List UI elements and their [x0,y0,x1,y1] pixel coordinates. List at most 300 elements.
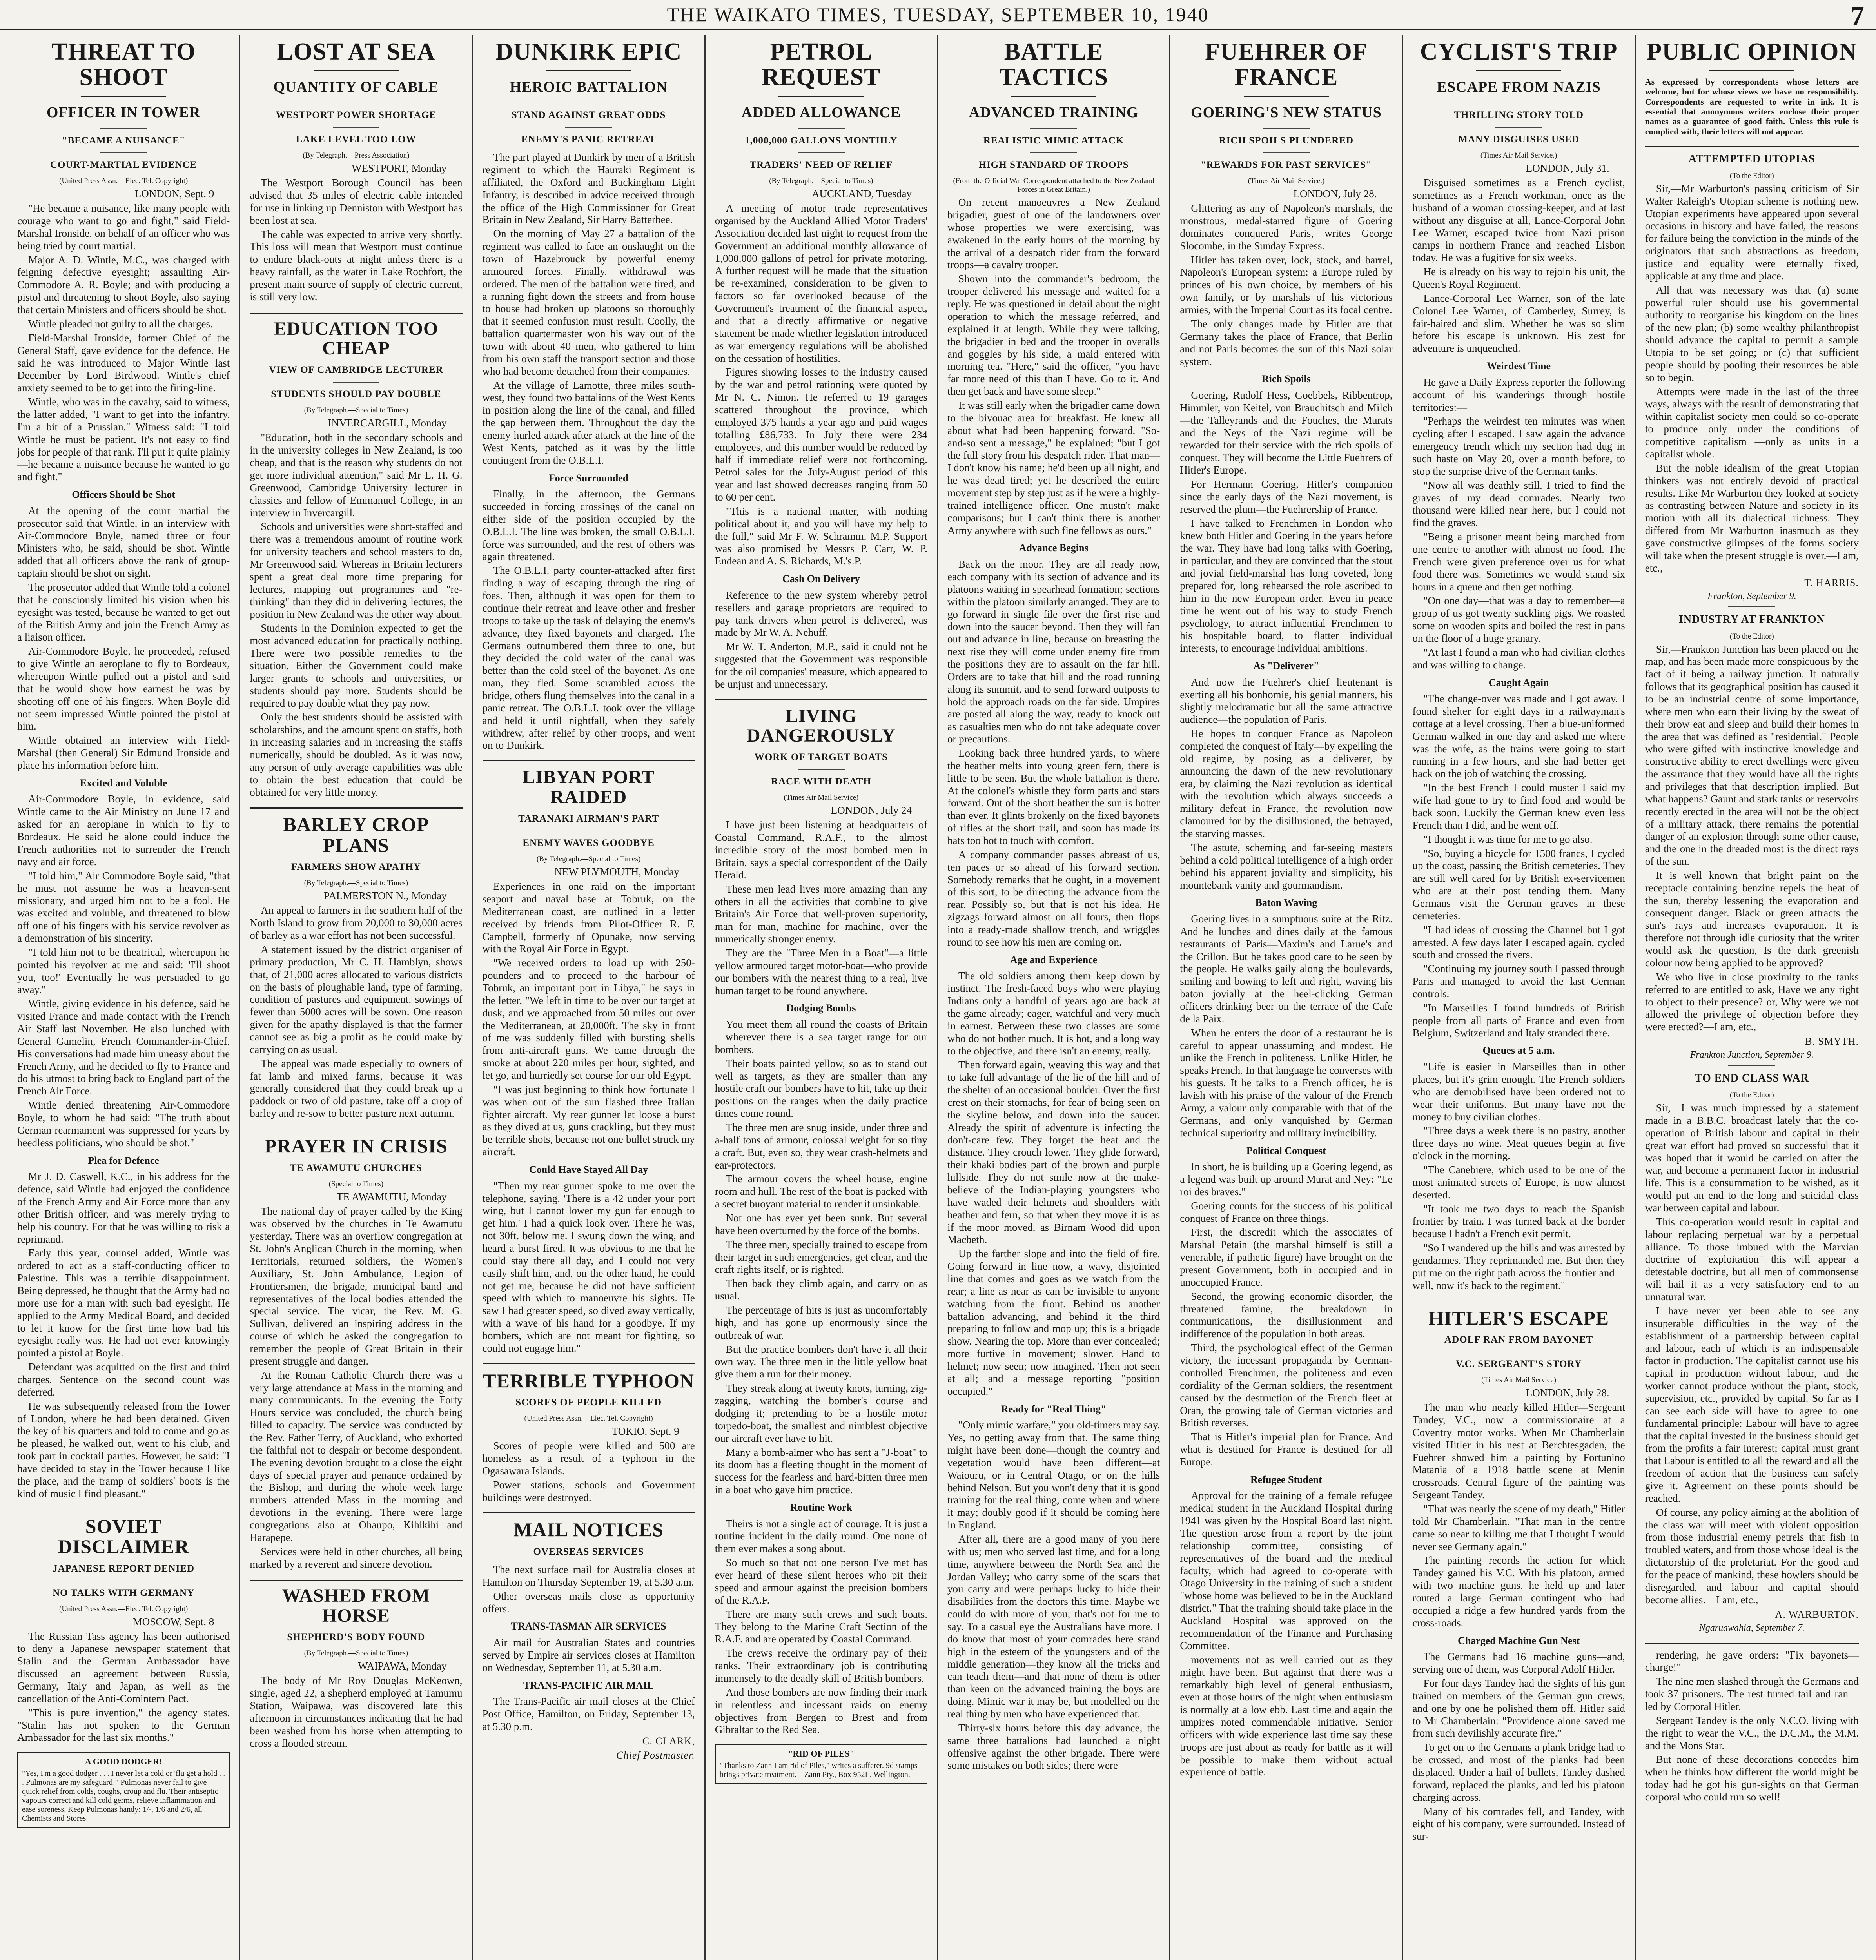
paragraph: The old soldiers among them keep down by instinct. The fresh-faced boys who were playing Indians only a handful of years ago are back at the game already; eager, watchful and very much in earnest. Between these two classes are some who do not bother much. It is hot, and a long way to the objective, and there isn't an enemy, really. [947,970,1160,1057]
paragraph: "I thought it was time for me to go also. [1423,833,1593,845]
paragraph: "I told him not to be theatrical, whereupon he pointed his revolver at me and said: 'I'll shoot you, too!' Eventually he was persuaded to go away." [17,946,230,996]
story-divider [250,807,462,809]
story-body [483,1440,695,1504]
section-subhead: Baton Waving [1255,897,1317,909]
letter-signature: B. SMYTH. [1805,1036,1859,1047]
paragraph: The three men, specially trained to escape from their target in such emergencies, get clear, and the craft rights itself, or is righted. [715,1238,927,1276]
paragraph: I have never yet been able to see any insuperable difficulties in the way of the establishment of a partnership between capital and labour, each of which is an indispensable factor in production. The capitalist cannot use his capital in production without labour, and the worker cannot produce without the plant, stock, supervision, etc., provided by capital. So far as I can see each side will have to agree to one fundamental principle: Labour will have to agree that the capital invested in the business should get from the profits a fair interest; capital must grant that Labour is entitled to all the reward and all the freedom of action that the business can safely give it. Agreement on these points should be reached. [1645,1305,1859,1504]
paragraph: movements not as well carried out as they might have been. But against that there was a remarkably high level of general enthusiasm, even at those hours of the night when enthusiasm is normally at a low ebb. Last time and again the umpires noted commendable initiative. Senior officers with wide experience last time say these troops are just about as ready for battle as it will be possible to make them without actual experience of battle. [1180,1653,1393,1778]
story-body [483,880,695,1355]
divider [1728,606,1775,607]
story-body [1180,202,1392,1779]
paragraph: So much so that not one person I've met has ever heard of these silent heroes who pit their speed and armour against the precision bombers of the R.A.F. [715,1557,927,1606]
paragraph: Hitler has taken over, lock, stock, and barrel, Napoleon's European system: a Europe ruled by princes of his own choice, by members of his own family, or by marshals of his victorious armies, with the Imperial Court as its focal centre. [1180,254,1393,316]
paragraph: The Westport Borough Council has been advised that 35 miles of electric cable intended for use in linking up Denniston with Westport has been lost at sea. [250,177,463,226]
divider [333,127,379,128]
paragraph: A statement issued by the district organiser of primary production, Mr C. H. Hamblyn, shows that, of 21,000 acres allocated to various districts on the basis of ploughable land, type of farming, condition of pastures and equipment, sowings of fewer than 5000 acres will be sown. One reason given for the apathy displayed is that the farmer cannot see as big a profit as he could make by carrying on as usual. [250,943,463,1055]
column-4 [706,35,938,1960]
wire-credit: (Times Air Mail Service) [784,793,859,802]
signature: C. CLARK, [642,1735,695,1747]
paragraph: Back on the moor. They are all ready now, each company with its section of advance and its platoons waiting in spearhead formation; sections within the platoon similarly arranged. They are to go forward in single file over the first rise and down into the saucer beyond. Then they will fan out and advance in line, because on breasting the next rise they will come under enemy fire from the positions they are to assault on the far hill. Orders are to take that hill and the road running along its summit, and to send forward outposts to hold the approach roads on the far side. Umpires are posted all along the way, ready to knock out as casualties men who do not take adequate cover or precautions. [947,558,1160,745]
paragraph: Theirs is not a single act of courage. It is just a routine incident in the daily round. One none of them ever makes a song about. [715,1517,927,1555]
section-subhead: Charged Machine Gun Nest [1457,1635,1580,1646]
story-body [250,1205,462,1571]
paragraph: The appeal was made especially to owners of fat lamb and mixed farms, because it was generally considered that they could break up a paddock or two of old pasture, take off a crop of barley and re-sow to better pasture next autumn. [250,1057,463,1120]
story-divider [483,1363,695,1365]
paragraph: The painting records the action for which Tandey gained his V.C. With his platoon, armed with two machine guns, he held up and later routed a large German contingent who had occupied a ridge a few hundred yards from the cross-roads. [1412,1554,1625,1629]
story-body [947,196,1160,1772]
paragraph: That is Hitler's imperial plan for France. And what is destined for France is destined for all Europe. [1180,1431,1393,1468]
paragraph: He gave a Daily Express reporter the following account of his wanderings through hostile territories:— [1412,376,1625,413]
story-subhead: TRADERS' NEED OF RELIEF [749,160,893,171]
wire-credit: (By Telegraph.—Press Association) [303,151,410,160]
divider [1728,1065,1775,1066]
paragraph: Sir,—Mr Warburton's passing criticism of Sir Walter Raleigh's Utopian scheme is nothing new. Utopian experiments have appeared upon several occasions in history and have failed, the reasons for failure being the conviction in the minds of the originators that such abstractions as freedom, justice and equality were eternally fixed, applicable at any time and place. [1645,182,1859,282]
story-subhead: TE AWAMUTU CHURCHES [290,1162,422,1173]
paragraph: He hopes to conquer France as Napoleon completed the conquest of Italy—by expelling the old regime, by posing as a deliverer, by announcing the dawn of the new revolutionary era, by claiming the Nazi revolution as identical with the revolution which always succeeds a military defeat in France, the revolution now clamoured for by the disillusioned, the betrayed, the starving masses. [1180,728,1393,840]
column-3 [473,35,706,1960]
divider [81,96,166,97]
paragraph: Schools and universities were short-staffed and there was a tremendous amount of routine work for university teachers and school masters to do, Mr Greenwood said. Whereas in Britain lecturers spent a great deal more time preparing for lectures, mapping out programmes and "re-thinking" than they did in delivering lectures, the position in New Zealand was the other way about. [250,521,463,620]
dateline: LONDON, July 24 [831,804,912,817]
wire-credit: (By Telegraph.—Special to Times) [536,855,641,864]
paragraph: Field-Marshal Ironside, former Chief of the General Staff, gave evidence for the defence. He said he was introduced to Major Wintle last December by Lord Birdwood. Wintle's chief anxiety seemed to be to get into the firing-line. [17,332,230,394]
paragraph: For Hermann Goering, Hitler's companion since the early days of the Nazi movement, is reserved the plum—the Fuehrership of France. [1180,478,1393,515]
story-subhead: STAND AGAINST GREAT ODDS [511,110,666,121]
paragraph: A meeting of motor trade representatives organised by the Auckland Allied Motor Traders' Association decided last night to request from the Government an additional monthly allowance of 1,000,000 gallons of petrol for private motoring. A further request will be made that the situation be re-examined, consideration to be given to factors so far overlooked because of the Government's treatment of the financial aspect, and that a directly affirmative or negative statement be made whether legislation introduced as war emergency regulations will be abolished on the cessation of hostilities. [715,202,927,364]
paragraph: The part played at Dunkirk by men of a British regiment to which the Hauraki Regiment is affiliated, the Oxford and Buckingham Light Infantry, is described in advice received through the office of the High Commissioner for Great Britain in New Zealand, Sir Harry Batterbee. [482,151,695,226]
story-divider [250,1129,462,1130]
story-headline: HITLER'S ESCAPE [1428,1307,1609,1329]
dateline: TOKIO, Sept. 9 [611,1425,679,1437]
story-body [715,202,927,690]
story-body [250,432,462,799]
signature-title: Chief Postmaster. [616,1749,695,1761]
section-subhead: As "Deliverer" [1253,660,1319,672]
story-subhead: VIEW OF CAMBRIDGE LECTURER [269,365,443,376]
paragraph: "Only mimic warfare," you old-timers may say. Yes, no getting away from that. The same thing might have been done—though the country and vegetation would have been different—at Waiouru, or in Central Otago, or on the hills behind Nelson. But you won't deny that it is good training for the real thing, come when and where it may; doubly good if it should be coming here in England. [947,1419,1160,1531]
paragraph: The percentage of hits is just as uncomfortably high, and has gone up enormously since the outbreak of war. [715,1304,927,1341]
advert-text: "Yes, I'm a good dodger . . . I never let a cold or 'flu get a hold . . . Pulmonas are my safeguard!" Pulmonas never fail to give quick relief from colds, coughs, croup and flu. Their antiseptic vapours correct and kill cold germs, relieve inflammation and ease soreness. Keep Pulmonas handy: 1/-, 1/6 and 2/6, all Chemists and Stores. [22,1769,225,1823]
dateline: TE AWAMUTU, Monday [336,1191,447,1203]
story-subhead: MANY DISGUISES USED [1458,134,1579,145]
paragraph: Wintle pleaded not guilty to all the charges. [28,318,213,330]
section-subhead: Age and Experience [1010,954,1098,965]
column-8 [1636,35,1868,1960]
divider [798,128,844,129]
story-subhead: STUDENTS SHOULD PAY DOUBLE [271,389,441,400]
paragraph: "That was nearly the scene of my death," Hitler told Mr Chamberlain. "That man in the centre came so near to killing me that I thought I would never see Germany again." [1412,1503,1625,1552]
story-subhead: OVERSEAS SERVICES [533,1546,644,1557]
paragraph: On the morning of May 27 a battalion of the regiment was called to face an onslaught on the town of Hazebrouck by powerful enemy armoured forces. Finally, withdrawal was ordered. The men of the battalion were tired, and a running fight down the streets and from house to house had broken up platoons so thoroughly that it seemed confusion must result. Coolly, the battalion quartermaster won his way out of the town with about 40 men, who gathered to him from his own staff the transport section and those who had become detached from their companies. [482,228,695,377]
paragraph: Wintle, giving evidence in his defence, said he visited France and made contact with the French Air Staff last November. He also lunched with General Gamelin, French Commander-in-Chief. His conversations had made him uneasy about the French Army, and he decided to fly to France and do his utmost to bring back to England part of the French Air Force. [17,998,230,1097]
paragraph: This co-operation would result in capital and labour replacing perpetual war by a perpetual alliance. To those imbued with the Marxian doctrine of "exploitation" this will appear a detestable doctrine, but all men of commonsense will hail it as a very satisfactory end to an unnatural war. [1645,1216,1859,1303]
divider [778,96,864,97]
newspaper-title: THE WAIKATO TIMES, TUESDAY, SEPTEMBER 10, 1940 [667,4,1209,25]
wire-credit: (United Press Assn.—Elec. Tel. Copyright) [524,1414,653,1423]
paragraph: "So, buying a bicycle for 1500 francs, I cycled up the coast, passing the British cemeteries. They are still well cared for by British ex-servicemen who are at their post tending them. Many Germans visit the German graves in these cemeteries. [1412,847,1625,922]
story-subhead: COURT-MARTIAL EVIDENCE [50,160,197,171]
paragraph: "He became a nuisance, like many people with courage who want to go and fight," said Field-Marshal Ironside, on behalf of an officer who was being tried by court martial. [17,202,230,252]
story-divider [483,1512,695,1514]
advert-text: "Thanks to Zann I am rid of Piles," writes a sufferer. 9d stamps brings private treatment.—Zann Pty., Box 952L, Wellington. [719,1761,918,1779]
paragraph: "Three days a week there is no pastry, another three days no wine. Meat queues begin at five o'clock in the morning. [1412,1125,1625,1162]
story-subhead: THRILLING STORY TOLD [1454,110,1584,121]
story-body [483,1564,695,1733]
paragraph: Mr J. D. Caswell, K.C., in his address for the defence, said Wintle had enjoyed the confidence of the French Army and Air Force more than any other British officer, and was merely trying to help his country. For that he was willing to risk a reprimand. [17,1171,230,1245]
paragraph: "I told him," Air Commodore Boyle said, "that he must not assume he was a heaven-sent missionary, and urged him not to be a fool. He was excited and voluble, and threatened to blow off one of his fingers with his service revolver as a demonstration of his sincerity. [17,869,230,944]
letter-place: Frankton, September 9. [1707,591,1796,601]
story-subhead: RACE WITH DEATH [771,776,871,787]
story-headline: LOST AT SEA [277,38,435,65]
section-headline: PUBLIC OPINION [1647,38,1857,65]
paragraph: Reference to the new system whereby petrol resellers and garage proprietors are required to pay tank drivers when petrol is delivered, was made by Mr W. A. Nehuff. [715,589,927,639]
paragraph: But none of these decorations concedes him when he thinks how different the world might be today had he got his gun-sights on that German corporal who could run so well! [1645,1753,1859,1803]
paragraph: To get on to the Germans a plank bridge had to be crossed, and most of the planks had been displaced. Under a hail of bullets, Tandey dashed forward, replaced the planks, and led his platoon charging across. [1412,1741,1625,1803]
paragraph: First, the discredit which the associates of Marshal Petain (the marshal himself is still a venerable, if pathetic figure) have brought on the present Government, both in occupied and in unoccupied France. [1180,1226,1393,1288]
divider [100,128,147,129]
story-headline: PRAYER IN CRISIS [264,1135,448,1157]
paragraph: Their boats painted yellow, so as to stand out well as targets, as they are smaller than any hostile craft our bombers have to hit, take up their positions on the ranges when the daily practice times come round. [715,1057,927,1120]
paragraph: "I had ideas of crossing the Channel but I got arrested. A few days later I escaped again, cycled south and crossed the rivers. [1412,924,1625,961]
paragraph: But the noble idealism of the great Utopian thinkers was not entirely devoid of practical results. Like Mr Warburton they looked at society as contrasting between Nature and society in its motion with all its dialectical richness. They differed from Mr Warburton inasmuch as they gave constructive glimpses of the forms society will take when the present struggle is over.—I am, etc., [1645,462,1859,574]
advert-title: A GOOD DODGER! [85,1757,162,1767]
paragraph: Then back they climb again, and carry on as usual. [715,1278,927,1302]
section-subhead: Routine Work [790,1501,852,1513]
paragraph: "Being a prisoner meant being marched from one centre to another with almost no food. The French were given preference over us for what food there was. Sometimes we would stand six hours in a queue and then get nothing. [1412,531,1625,593]
paragraph: And now the Fuehrer's chief lieutenant is exerting all his bonhomie, his genial manners, his slightly melodramatic but all the same attractive audience—the population of Paris. [1180,676,1393,726]
column-5 [938,35,1170,1960]
letter-address: (To the Editor) [1730,171,1774,180]
paragraph: At the opening of the court martial the prosecutor said that Wintle, in an interview with Air-Commodore Boyle, named three or four Ministers who, he said, should be shot. Wintle added that all officers above the rank of group-captain should be shot on sight. [17,505,230,579]
page-number: 7 [1850,0,1864,32]
paragraph: For four days Tandey had the sights of his gun trained on members of the German gun crews, and one by one he polished them off. Hitler said to Mr Chamberlain: "Providence alone saved me from such devilishly accurate fire." [1412,1677,1625,1739]
story-deck: ADVANCED TRAINING [969,104,1139,121]
dateline: LONDON, July 31. [1526,162,1609,174]
paragraph: The man who nearly killed Hitler—Sergeant Tandey, V.C., now a commissionaire at a Coventry motor works. When Mr Chamberlain visited Hitler in his nest at Berchtesgaden, the Fuehrer showed him a painting by Fortunino Matania of a 1918 battle scene at Menin crossroads. Central figure of the painting was Sergeant Tandey. [1412,1401,1625,1501]
advert-title: "RID OF PILES" [788,1749,855,1759]
paragraph: Scores of people were killed and 500 are homeless as a result of a typhoon in the Ogasawara Islands. [482,1440,695,1477]
wire-credit: (By Telegraph.—Special to Times) [304,1649,408,1658]
paragraph: The Trans-Pacific air mail closes at the Chief Post Office, Hamilton, on Friday, September 13, at 5.30 p.m. [482,1695,695,1733]
paragraph: "The Canebiere, which used to be one of the most animated streets of Europe, is now almost deserted. [1412,1163,1625,1201]
dateline: WAIPAWA, Monday [358,1660,447,1672]
story-deck: OFFICER IN TOWER [46,104,201,121]
paragraph: rendering, he gave orders: "Fix bayonets—charge!" [1645,1649,1859,1673]
story-divider [715,699,927,701]
story-subhead: TARANAKI AIRMAN'S PART [518,813,659,824]
story-subhead: NO TALKS WITH GERMANY [53,1587,195,1598]
story-body [17,1630,230,1744]
paragraph: "On one day—that was a day to remember—a group of us got twenty suckling pigs. We roasted some on wooden spits and boiled the rest in pans on the floor of a huge granary. [1412,595,1625,644]
paragraph: The astute, scheming and far-seeing masters behind a cold political intelligence of a high order behind his apparent joviality and simplicity, his mountebank vanity and gourmandism. [1180,841,1393,891]
divider [546,70,631,71]
wire-credit: (United Press Assn.—Elec. Tel. Copyright) [59,177,188,185]
paragraph: "Now all was deathly still. I tried to find the graves of my dead comrades. Nearly two thousand were killed near here, but I could not find the graves. [1412,479,1625,529]
paragraph: I have just been listening at headquarters of Coastal Command, R.A.F., to the almost incredible story of the most bombed men in Britain, says a special correspondent of the Daily Herald. [715,819,927,881]
paragraph: Second, the growing economic disorder, the threatened famine, the breakdown in communications, the disillusionment and indifference of the population in both areas. [1180,1290,1393,1340]
letter-address: (To the Editor) [1730,632,1774,641]
wire-credit: (Special to Times) [328,1180,384,1188]
paragraph: Attempts were made in the last of the three ways, always with the result of demonstrating that within capitalist society men could so co-operate to produce only under the conditions of competitive capitalism —only as units in a capitalist whole. [1645,385,1859,460]
divider [1263,152,1310,153]
story-divider [17,1509,230,1510]
paragraph: It is well known that bright paint on the receptacle containing benzine repels the heat of the sun, thereby lessening the evaporation and consequent danger. Black or green attracts the sun's rays and increases evaporation. It is therefore not through idle curiosity that the writer would ask the question, Is the dark greenish colour now being applied to be approved? [1645,869,1859,969]
divider [798,152,844,153]
story-headline: TERRIBLE TYPHOON [483,1369,695,1392]
letter-title: INDUSTRY AT FRANKTON [1679,613,1825,626]
divider [1476,70,1561,71]
paragraph: I have talked to Frenchmen in London who knew both Hitler and Goering in the years before the war. They have had long talks with Goering, in particular, and they are convinced that the stout and jovial field-marshal has long coveted, long prepared for, long rehearsed the role ascribed to him in the new European order. Even in peace time he went out of his way to study French psychology, to attract influential Frenchmen to his hospitable board, to flatter individual interests, to encourage individual ambitions. [1180,517,1393,654]
paragraph: Shown into the commander's bedroom, the trooper delivered his message and waited for a reply. He was questioned in detail about the night operation to which the message referred, and explained it at length. While they were talking, the brigadier in bed and the trooper in overalls and goggles by his side, a maid entered with morning tea. "Here," said the officer, "you have far more need of this than I have. Go to it. And then get back and have some sleep." [947,273,1160,397]
story-deck: ADDED ALLOWANCE [741,104,901,121]
paragraph: Goering counts for the success of his political conquest of France on three things. [1180,1200,1393,1224]
paragraph: Not one has ever yet been sunk. But several have been overturned by the force of the bombs. [715,1212,927,1236]
paragraph: And those bombers are now finding their mark in relentless and incessant raids on enemy objectives from Bergen to Brest and from Gibraltar to the Red Sea. [715,1686,927,1736]
letter-signature: A. WARBURTON. [1775,1608,1859,1620]
paragraph: Wintle obtained an interview with Field-Marshal (then General) Sir Edmund Ironside and place his information before him. [17,734,230,771]
paragraph: We who live in close proximity to the tanks referred to are entitled to ask, Have we any right to object to their presence? or, Why were we not allowed the privilege of objection before they were erected?—I am, etc., [1645,971,1859,1033]
paragraph: The next surface mail for Australia closes at Hamilton on Thursday September 19, at 5.30 a.m. [482,1563,695,1588]
wire-credit: (By Telegraph.—Special to Times) [304,879,408,887]
dateline: MOSCOW, Sept. 8 [132,1615,214,1628]
section-subhead: Rich Spoils [1261,373,1311,385]
story-headline: CYCLIST'S TRIP [1420,38,1618,65]
section-subhead: Weirdest Time [1487,360,1551,372]
story-body [17,202,230,1500]
story-headline: THREAT TO SHOOT [51,38,196,91]
paragraph: In short, he is building up a Goering legend, as a legend was built up around Murat and Ney: "Le roi des braves." [1180,1161,1393,1198]
paragraph: "In the best French I could muster I said my wife had gone to try to find food and would be back soon. Luckily the German knew even less French than I did, and he went off. [1412,782,1625,831]
paragraph: Early this year, counsel added, Wintle was ordered to act as a staff-conducting officer to Palestine. This was a terrible disappointment. Being depressed, he thought that the Army had no more use for a man with such bad eyesight. He applied to the Army Medical Board, and decided to let it know for the first time how bad his eyesight really was. He had not ever knowingly pointed a pistol at Boyle. [17,1247,230,1359]
column-7 [1403,35,1636,1960]
story-subhead: "REWARDS FOR PAST SERVICES" [1200,160,1372,171]
paragraph: "In Marseilles I found hundreds of British people from all parts of France and even from Belgium, Switzerland and Italy stranded there. [1412,1002,1625,1039]
story-subhead: V.C. SERGEANT'S STORY [1455,1359,1582,1370]
paragraph: Air-Commodore Boyle, he proceeded, refused to give Wintle an aeroplane to fly to Bordeaux, whereupon Wintle pulled out a pistol and said that he would show how earnest he was by shooting off one of his fingers. When Boyle did not seem impressed Wintle pointed the pistol at him. [17,645,230,732]
paragraph: The nine men slashed through the Germans and took 37 prisoners. The rest turned tail and ran—led by Corporal Hitler. [1645,1675,1859,1712]
newspaper-columns [8,35,1868,1960]
dateline: PALMERSTON N., Monday [323,890,447,902]
story-headline: BATTLE TACTICS [999,38,1109,91]
paragraph: "So I wandered up the hills and was arrested by gendarmes. They reprimanded me. But then they put me on the right path across the frontier and—well, now it's back to the regiment." [1412,1242,1625,1291]
paragraph: A company commander passes abreast of us, ten paces or so ahead of his forward section. Somebody remarks that he ought, in a movement of this sort, to be directing the advance from the rear. Possibly so, but that is not his idea. He zigzags forward almost on all fours, then flops into a ready-made shallow trench, and wriggles round to see how his men are coming on. [947,848,1160,948]
letter-title: ATTEMPTED UTOPIAS [1688,152,1815,165]
column-2 [240,35,473,1960]
paragraph: You meet them all round the coasts of Britain—wherever there is a sea target range for our bombers. [715,1018,927,1055]
paragraph: When he enters the door of a restaurant he is careful to appear unassuming and modest. He unlike the French in politeness. Unlike Hitler, he speaks French. In that language he converses with his guests. It he talks to a French officer, he is lavish with his praise of the valour of the French Army, a valour only comparable with that of the Germans, and only vanquished by German technical superiority and military invincibility. [1180,1027,1393,1139]
paragraph: Then forward again, weaving this way and that to take full advantage of the lie of the hill and of the shelter of an occasional boulder. Over the first crest on their stomachs, for fear of being seen on the skyline below, and down into the saucer. Already the spirit of adventure is infecting the don't-care few. They forget the heat and the distance. They crouch lower. They glide forward, their khaki bodies part of the brown and purple hillside. They do not smile now at the make-believe of the Indian-playing youngsters who have waded their helmets and shoulders with heather and fern, so that when they move it is as if the moor moved, as Birnam Wood did upon Macbeth. [947,1059,1160,1246]
column-6 [1170,35,1403,1960]
story-subhead: ENEMY WAVES GOODBYE [523,838,655,849]
story-headline: MAIL NOTICES [513,1519,664,1541]
story-subhead: 1,000,000 GALLONS MONTHLY [745,135,898,146]
dateline: AUCKLAND, Tuesday [811,188,912,200]
paragraph: The Russian Tass agency has been authorised to deny a Japanese newspaper statement that Stalin and the German Ambassador have discussed an agreement between Russia, Germany, Italy and Japan, as well as the cancellation of the Anti-Comintern Pact. [17,1630,230,1704]
section-intro: As expressed by correspondents whose letters are welcome, but for whose views we have no responsibility. Correspondents are requested to write in ink. It is essential that anonymous writers enclose their proper names as a guarantee of good faith. Unless this rule is complied with, their letters will not appear. [1645,77,1859,136]
paragraph: Wintle, who was in the cavalry, said to witness, the latter added, "I want to get into the infantry. I'm a bit of a Prussian." Witness said: "I told Wintle he must be patient. It's not easy to find jobs for people of that rank. I'll put it quite plainly—he became a nuisance because he wanted to go and fight." [17,396,230,483]
paragraph: "This is a national matter, with nothing political about it, and you will have my help to the full," said Mr F. W. Schramm, M.P. Support was also promised by Messrs P. Carr, W. P. Endean and A. S. Richards, M.'s.P. [715,505,927,567]
story-subhead: WESTPORT POWER SHORTAGE [276,110,437,121]
paragraph: At the village of Lamotte, three miles south-west, they found two battalions of the West Kents in position along the line of the canal, and filled the gap between them. Throughout the day the enemy hurled attack after attack at the line of the West Kents, patched as it was by the little contingent from the O.B.L.I. [482,379,695,466]
paragraph: "The change-over was made and I got away. I found shelter for eight days in a railwayman's cottage at a level crossing. Then a blue-uniformed German walked in one day and asked me where was the wife, as the trains were going to start running in a few hours, and she had better get back on the job of watching the crossing. [1412,693,1625,780]
section-subhead: Ready for "Real Thing" [1001,1403,1107,1415]
letter-place: Frankton Junction, September 9. [1690,1050,1814,1060]
divider [100,152,147,153]
paragraph: Of course, any policy aiming at the abolition of the class war will meet with violent opposition from those industrial enemy petrels that fish in troubled waters, and from those whose ideal is the dictatorship of the proletariat. For the good and for the peace of mankind, these howlers should be disregarded, and labour and capital should become allies.—I am, etc., [1645,1506,1859,1606]
letter-body [1645,643,1859,1034]
divider [1244,96,1329,97]
story-divider [1645,1642,1859,1644]
section-subhead: Cash On Delivery [782,573,860,585]
letter-address: (To the Editor) [1730,1091,1774,1100]
paragraph: Finally, in the afternoon, the Germans succeeded in forcing crossings of the canal on either side of the position occupied by the O.B.L.I. The line was broken, the small O.B.L.I. force was surrounded, and the rest of others was again threatened. [482,488,695,563]
paragraph: Wintle denied threatening Air-Commodore Boyle, to whom he had said: "The truth about German rearmament was suppressed for years by heedless politicians, who should be shot." [17,1099,230,1149]
story-subhead: REALISTIC MIMIC ATTACK [983,135,1124,146]
dateline: LONDON, Sept. 9 [134,188,214,200]
paragraph: At the Roman Catholic Church there was a very large attendance at Mass in the morning and many communicants. In the evening the Forty Hours service was concluded, the church being filled to capacity. The service was conducted by the Rev. Father Terry, of Auckland, who exhorted the faithful not to despair or become despondent. The evening devotion brought to a close the eight days of special prayer and penance ordained by the Bishop, and during the whole week large numbers attended Mass in the morning and devotions in the evening. There were large congregations also at Ohaupo, Kihikihi and Harapepe. [250,1369,463,1543]
story-divider [250,312,462,314]
paragraph: The prosecutor added that Wintle told a colonel that he consciously limited his vision when his eyesight was tested, because he wanted to get out of the British Army and join the French Army as a liaison officer. [17,581,230,643]
paragraph: "Education, both in the secondary schools and in the university colleges in New Zealand, is too cheap, and that is the reason why students do not get more individual attention," said Mr L. H. G. Greenwood, Cambridge University lecturer in classics and fellow of Emmanuel College, in an interview in Invercargill. [250,432,463,519]
paragraph: An appeal to farmers in the southern half of the North Island to grow from 20,000 to 30,000 acres of barley as a war effort has not been successful. [250,904,463,942]
paragraph: Up the farther slope and into the field of fire. Going forward in line now, a wavy, disjointed line that comes and goes as we watch from the rear; a line as near as can be invisible to anyone watching from the front. Behind us another battalion advancing, and behind it the third preparing to follow and mop up; this is a brigade show. Nearing the top. More than ever concealed; more furtive in movement; slower. Hand to helmet; now seen; now imagined. Then not seen at all; and a message reporting "position occupied." [947,1248,1160,1397]
advertisement [17,1752,230,1828]
story-subhead: WORK OF TARGET BOATS [754,752,888,763]
paragraph: There are many such crews and such boats. They belong to the Marine Craft Section of the R.A.F. and are operated by Coastal Command. [715,1608,927,1645]
letter-place: Ngaruawahia, September 7. [1699,1622,1805,1633]
paragraph: "Perhaps the weirdest ten minutes was when cycling after I escaped. I saw again the advance emergency trench which my section had dug in such haste on May 20, over a month before, to stop the surprise drive of the German tanks. [1412,415,1625,477]
paragraph: They streak along at twenty knots, turning, zig-zagging, watching the bomber's course and dodging it; pretending to be a hostile motor torpedo-boat, the smallest and nimblest objective our aircraft ever have to hit. [715,1382,927,1444]
letter-title: TO END CLASS WAR [1695,1072,1809,1085]
paragraph: Students in the Dominion expected to get the most advanced education for practically nothing. There were two possible remedies to the situation. Either the Government could make larger grants to schools and universities, or students should pay more. Students should be required to pay double what they pay now. [250,622,463,709]
paragraph: "We received orders to load up with 250-pounders and to proceed to the harbour of Tobruk, an important port in Libya," he says in the letter. "We left in time to be over our target at dusk, and we approached from 50 miles out over the Mediterranean, at 20,000ft. The sky in front of me was suddenly filled with bursting shells from anti-aircraft guns. We came through the smoke at about 220 miles per hour, sighted, and let go, and hurriedly set course for our old Egypt. [482,957,695,1081]
story-subhead: SCORES OF PEOPLE KILLED [515,1397,662,1408]
story-subhead: FARMERS SHOW APATHY [291,862,421,873]
story-body [715,819,927,1736]
paragraph: "I was just beginning to think how fortunate I was when out of the sun flashed three Italian fighter aircraft. My rear gunner let loose a burst as they dived at us, guns crackling, but they must be terrible shots, because not one bullet struck my aircraft. [482,1083,695,1158]
story-headline: EDUCATION TOO CHEAP [274,318,439,359]
story-continuation [1645,1649,1859,1804]
story-body [1413,177,1625,1292]
story-subhead: RICH SPOILS PLUNDERED [1219,135,1354,146]
paragraph: Goering lives in a sumptuous suite at the Ritz. And he lunches and dines daily at the famous restaurants of Paris—Maxim's and Larue's and the Crillon. But he takes good care to be seen by the people. He walks gaily along the boulevards, smiling and bowing to left and right, waving his baton jovially at the heel-clicking German officers drinking beer on the terrace of the Cafe de la Paix. [1180,913,1393,1025]
story-subhead: "BECAME A NUISANCE" [62,135,185,146]
wire-credit: (Times Air Mail Service.) [1480,151,1557,160]
paragraph: These men lead lives more amazing than any others in all the activities that combine to give Britain's Air Force that well-proven superiority, man for man, machine for machine, over the numerically stronger enemy. [715,883,927,945]
section-subhead: Dodging Bombs [786,1002,856,1014]
paragraph: Air-Commodore Boyle, in evidence, said Wintle came to the Air Ministry on June 17 and asked for an aeroplane in which to fly to Bordeaux. He said he alone could induce the French authorities not to surrender the French navy and air force. [17,793,230,867]
paragraph: "Life is easier in Marseilles than in other places, but it's grim enough. The French soldiers who are demobilised have been ordered not to wear their uniforms. But many have not the money to buy civilian clothes. [1412,1061,1625,1123]
divider [1030,128,1077,129]
paragraph: Services were held in other churches, all being marked by a reverent and sincere devotion. [250,1545,463,1570]
paragraph: He was subsequently released from the Tower of London, where he had been detained. Given the key of his quarters and told to come and go as he pleased, he walked out, went to his club, and took part in cocktail parties. However, he said: "I have decided to stay in the Tower because I like the place, and the tramp of soldiers' boots is the kind of music I find pleasant." [17,1400,230,1499]
story-divider [1645,145,1859,147]
story-headline: LIVING DANGEROUSLY [746,705,896,746]
section-subhead: Force Surrounded [548,472,629,484]
divider [333,382,379,383]
column-1 [8,35,240,1960]
masthead [0,0,1876,31]
paragraph: The body of Mr Roy Douglas McKeown, single, aged 22, a shepherd employed at Tamumu Station, Waipawa, was discovered late this afternoon in circumstances indicating that he had been washed from his horse when attempting to cross a flooded stream. [250,1675,463,1749]
section-subhead: Refugee Student [1250,1474,1322,1485]
paragraph: Looking back three hundred yards, to where the heather melts into young green fern, there is little to be seen. But the whole battalion is there. At the colonel's whistle they form parts and stars forward. Out of the short heather the sun is hotter than ever. It glints brokenly on the fixed bayonets of rifles at the short trail, and soon has made its hats too hot to touch with comfort. [947,747,1160,846]
story-subhead: LAKE LEVEL TOO LOW [296,134,416,145]
paragraph: Sergeant Tandey is the only N.C.O. living with the right to wear the V.C., the D.C.M., the M.M. and the Mons Star. [1645,1714,1859,1751]
paragraph: The crews receive the ordinary pay of their ranks. Their extraordinary job is contributing immensely to the deadly skill of British bombers. [715,1647,927,1684]
paragraph: It was still early when the brigadier came down to the bivouac area for breakfast. He knew all about what had been happening forward. "So-and-so sent a message," he explained; "but I got the full story from his despatch rider. That man—I don't know his name; he'd been up all night, and he was dead tired; yet he described the entire movement step by step just as if he were a highly-trained intelligence officer. One mustn't make comparisons; but I can't think there is another Army anywhere with such fine fellows as ours." [947,399,1160,536]
paragraph: On recent manoeuvres a New Zealand brigadier, guest of one of the landowners over whose properties we were exercising, was awakened in the early hours of the morning by the arrival of a despatch rider from the forward troops—a cavalry trooper. [947,196,1160,271]
dateline: WESTPORT, Monday [352,162,447,174]
paragraph: They are the "Three Men in a Boat"—a little yellow armoured target motor-boat—who provide our bombers with the nearest thing to a real, live human target to be found anywhere. [715,947,927,996]
section-subhead: Caught Again [1488,677,1549,688]
paragraph: Thirty-six hours before this day advance, the same three battalions had launched a night offensive against the other brigade. There were some mistakes on both sides; there were [947,1722,1160,1771]
wire-credit: (Times Air Mail Service.) [1248,177,1325,185]
wire-credit: (Times Air Mail Service) [1481,1376,1557,1385]
story-headline: FUEHRER OF FRANCE [1205,38,1368,91]
paragraph: After all, there are a good many of you here with us; men who served last time, and for a long time, anywhere between the North Sea and the Jordan Valley; who carry some of the scars that you carry and were perhaps lucky to hide their disabilities from the doctors this time. Maybe we could do with more of you; that's not for me to say. To a casual eye the Australians have more. I do know that most of your comrades here stand high in the esteem of the youngsters and of the middle generation—they know all the tricks and can teach them—and that none of them is other than keen on the advanced training the boys are doing. Mimic war it may be, but modelled on the real thing by men who have experienced that. [947,1533,1160,1720]
wire-credit: (From the Official War Correspondent attached to the New Zealand Forces in Great Britain.) [953,177,1154,194]
story-subhead: SHEPHERD'S BODY FOUND [287,1632,425,1643]
paragraph: The three men are snug inside, under three and a-half tons of armour, colossal weight for so tiny a craft. But, even so, they wear crash-helmets and ear-protectors. [715,1122,927,1171]
paragraph: But the practice bombers don't have it all their own way. The three men in the little yellow boat give them a run for their money. [715,1343,927,1380]
paragraph: Major A. D. Wintle, M.C., was charged with feigning defective eyesight; assaulting Air-Commodore A. R. Boyle; and with producing a pistol and threatening to shoot Boyle, also saying that certain Ministers and officers should be shot. [17,254,230,316]
paragraph: Glittering as any of Napoleon's marshals, the monstrous, medal-starred figure of Goering dominates conquered Paris, writes George Slocombe, in the Sunday Express. [1180,202,1393,252]
letter-body [1645,183,1859,575]
story-deck: QUANTITY OF CABLE [273,79,439,96]
dateline: LONDON, July 28. [1526,1387,1609,1399]
dateline: NEW PLYMOUTH, Monday [554,866,679,878]
story-headline: BARLEY CROP PLANS [283,813,429,856]
paragraph: Only the best students should be assisted with scholarships, and the amount spent on staffs, both in increasing salaries and in increasing the staffs numerically, should be doubled. As it was now, any person of only average capabilities was able to obtain the best education that could be obtained for very little money. [250,711,463,798]
divider [1011,96,1096,97]
story-deck: ESCAPE FROM NAZIS [1437,79,1601,96]
paragraph: Lance-Corporal Lee Warner, son of the late Colonel Lee Warner, of Camberley, Surrey, is fair-haired and slim. Whether he was so slim before his escape is unknown. His zest for adventure is unquenched. [1412,292,1625,354]
paragraph: Experiences in one raid on the important seaport and naval base at Tobruk, on the Mediterranean coast, are outlined in a letter received by friends from Pilot-Officer R. F. Campbell, formerly of Opunake, now serving with the Royal Air Force in Egypt. [482,880,695,955]
paragraph: Other overseas mails close as opportunity offers. [482,1590,695,1615]
story-headline: LIBYAN PORT RAIDED [523,767,655,808]
wire-credit: (By Telegraph.—Special to Times) [769,177,873,185]
section-subhead: TRANS-TASMAN AIR SERVICES [511,1621,666,1632]
paragraph: The Germans had 16 machine guns—and, serving one of them, was Corporal Adolf Hitler. [1412,1651,1625,1675]
story-headline: DUNKIRK EPIC [495,38,682,65]
story-body [1413,1401,1625,1843]
paragraph: He is already on his way to rejoin his unit, the Queen's Royal Regiment. [1412,266,1625,290]
story-body [250,1675,462,1749]
paragraph: Many a bomb-aimer who has sent a "J-boat" to its doom has a fleeting thought in the moment of success for the fearless and hard-bitten three men in a boat who gave him practice. [715,1446,927,1496]
divider [1030,152,1077,153]
dateline: LONDON, July 28. [1293,188,1377,200]
paragraph: Many of his comrades fell, and Tandey, with eight of his company, were surrounded. Instead of sur- [1412,1805,1625,1842]
story-subhead: HIGH STANDARD OF TROOPS [978,160,1129,171]
paragraph: Sir,—I was much impressed by a statement made in a B.B.C. broadcast lately that the co-operation of British labour and capital in their great war effort had proved so successful that it was hoped that it would be carried on after the war, and become a permanent factor in industrial life. This is a consummation to be wished, as it would put an end to the long and suicidal class war between capital and labour. [1645,1102,1859,1214]
wire-credit: (United Press Assn.—Elec. Tel. Copyright) [59,1604,188,1613]
paragraph: Disguised sometimes as a French cyclist, sometimes as a French workman, once as the husband of a woman crossing-keeper, and at last without any disguise at all, Lance-Corporal John Lee Warner, escaped twice from Nazi prison camps in northern France and reached Lisbon today. He was a fugitive for six weeks. [1412,177,1625,264]
story-headline: PETROL REQUEST [762,38,881,91]
divider [1709,70,1794,71]
wire-credit: (By Telegraph.—Special to Times) [304,406,408,415]
paragraph: All that was necessary was that (a) some powerful ruler should use his governmental authority to reorganise his kingdom on the lines of the new plan; (b) some wealthy philanthropist should advance the capital to permit a sample Utopia to be set going; or (c) that sufficient people should by pooling their resources be able so to begin. [1645,284,1859,383]
dateline: INVERCARGILL, Monday [328,417,447,429]
paragraph: The armour covers the wheel house, engine room and hull. The rest of the boat is packed with a secret buoyant material to render it unsinkable. [715,1173,927,1210]
paragraph: "At last I found a man who had civilian clothes and was willing to change. [1412,646,1625,671]
paragraph: "Then my rear gunner spoke to me over the telephone, saying, 'There is a 42 under your port wing, but I cannot lower my gun far enough to get him.' I had a quick look over. There he was, not 30ft. below me. I swung down the wing, and heard a burst fired. It was obvious to me that he could stay there all day, and I could not very easily shift him, and, on the other hand, he could not get me, because he did not have sufficient speed with which to manoeuvre his sights. He saw I had greater speed, so dived away vertically, with a wave of his hand for a goodbye. If my bombers, which are not meant for fighting, so could not engage him." [482,1180,695,1354]
paragraph: Air mail for Australian States and countries served by Empire air services closes at Hamilton on Wednesday, September 11, at 5.30 a.m. [482,1637,695,1673]
story-divider [250,1579,462,1581]
paragraph: Third, the psychological effect of the German victory, the incessant propaganda by German-controlled Frenchmen, the politeness and even cordiality of the German soldiers, the resentment caused by the destruction of the French fleet at Oran, the growing tale of German victories and British reverses. [1180,1342,1393,1429]
divider [1495,127,1542,128]
section-subhead: Could Have Stayed All Day [529,1163,648,1175]
